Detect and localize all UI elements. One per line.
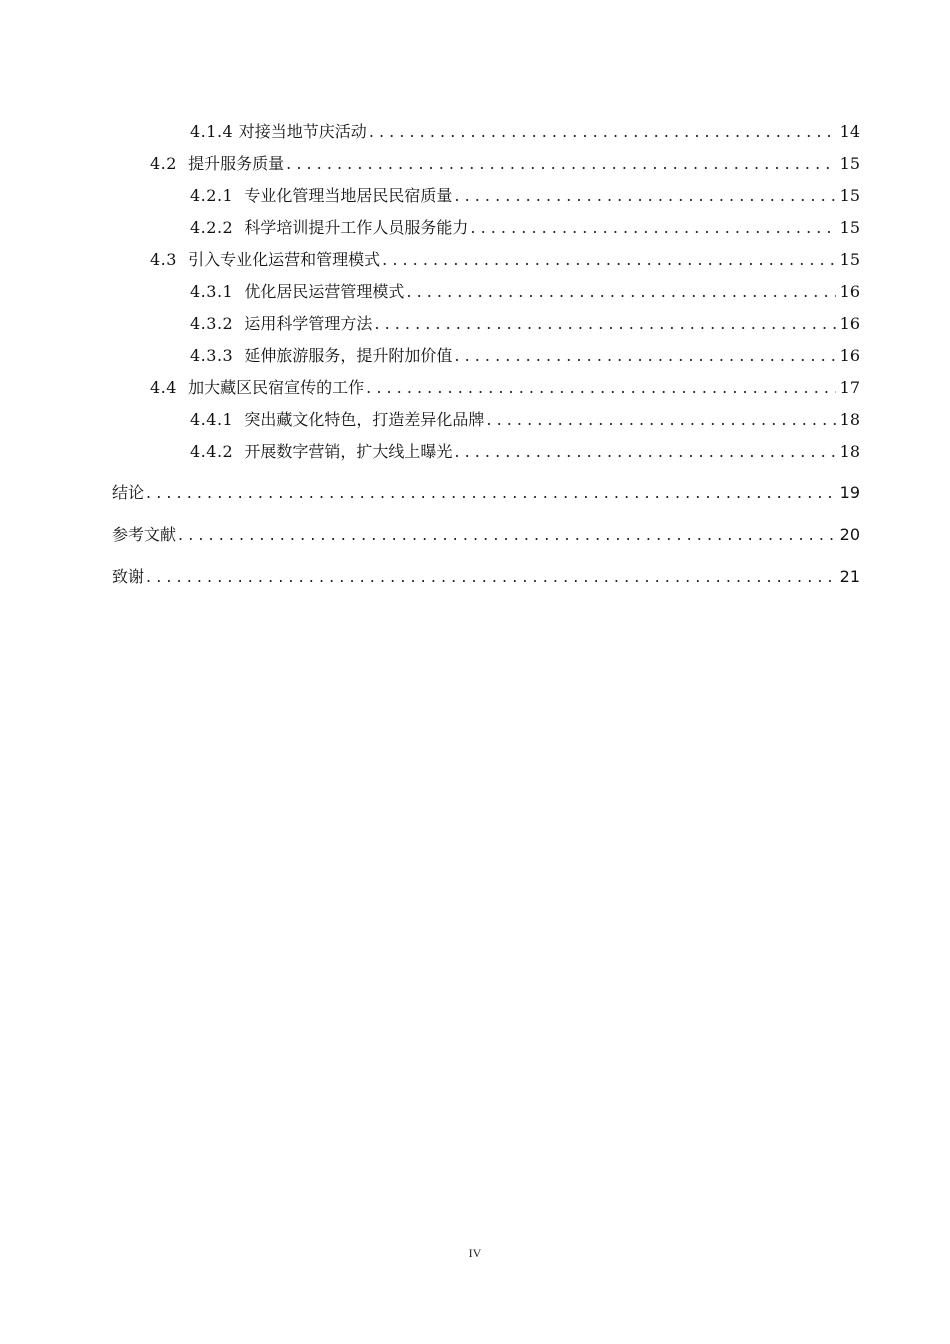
toc-entry-page: 14: [839, 122, 860, 141]
toc-entry-4-3[interactable]: [150, 247, 860, 273]
toc-entry-number: 4.3.2: [190, 314, 245, 333]
toc-entry-page: 16: [839, 346, 860, 365]
toc-entry-acknowledgements[interactable]: [112, 564, 860, 590]
toc-entry-number: 4.1.4: [190, 122, 239, 141]
toc-entry-4-3-3[interactable]: [190, 343, 860, 369]
dot-leader: [369, 119, 836, 145]
dot-leader: [454, 183, 836, 209]
toc-entry-page: 15: [839, 186, 860, 205]
page-number-footer: IV: [468, 1246, 482, 1260]
toc-entry-4-2[interactable]: [150, 151, 860, 177]
toc-entry-title: 开展数字营销，扩大线上曝光: [244, 442, 453, 461]
toc-entry-number: 4.2: [150, 154, 189, 173]
toc-entry-page: 17: [839, 378, 860, 397]
toc-entry-number: 4.2.1: [190, 186, 245, 205]
toc-entry-page: 16: [839, 314, 860, 333]
toc-entry-number: 4.3: [150, 250, 189, 269]
toc-entry-title: 突出藏文化特色，打造差异化品牌: [244, 410, 485, 429]
toc-entry-number: 4.2.2: [190, 218, 245, 237]
toc-entry-title: 科学培训提升工作人员服务能力: [244, 218, 469, 237]
dot-leader: [366, 375, 836, 401]
toc-entry-title: 运用科学管理方法: [244, 314, 373, 333]
toc-entry-title: 专业化管理当地居民民宿质量: [244, 186, 453, 205]
toc-entry-page: 21: [839, 567, 860, 586]
dot-leader: [178, 522, 836, 548]
toc-entry-title: 引入专业化运营和管理模式: [188, 250, 381, 269]
dot-leader: [406, 279, 836, 305]
toc-entry-number: 4.4: [150, 378, 189, 397]
toc-entry-page: 18: [839, 442, 860, 461]
toc-entry-page: 16: [839, 282, 860, 301]
toc-entry-title: 致谢: [112, 567, 145, 586]
dot-leader: [486, 407, 836, 433]
toc-entry-title: 延伸旅游服务，提升附加价值: [244, 346, 453, 365]
toc-entry-4-4[interactable]: [150, 375, 860, 401]
dot-leader: [374, 311, 836, 337]
toc-entry-number: 4.4.1: [190, 410, 245, 429]
toc-entry-4-2-1[interactable]: [190, 183, 860, 209]
dot-leader: [382, 247, 836, 273]
toc-entry-title: 参考文献: [112, 525, 177, 544]
toc-entry-page: 15: [839, 218, 860, 237]
toc-entry-page: 15: [839, 250, 860, 269]
toc-entry-4-4-2[interactable]: [190, 439, 860, 465]
dot-leader: [286, 151, 836, 177]
toc-entry-page: 19: [839, 483, 860, 502]
toc-entry-title: 结论: [112, 483, 145, 502]
dot-leader: [470, 215, 836, 241]
toc-entry-page: 18: [839, 410, 860, 429]
dot-leader: [454, 439, 836, 465]
toc-entry-number: 4.3.1: [190, 282, 245, 301]
toc-entry-number: 4.3.3: [190, 346, 245, 365]
dot-leader: [146, 564, 836, 590]
toc-entry-title: 提升服务质量: [188, 154, 285, 173]
toc-entry-4-3-1[interactable]: [190, 279, 860, 305]
toc-entry-title: 优化居民运营管理模式: [244, 282, 405, 301]
toc-entry-4-2-2[interactable]: [190, 215, 860, 241]
toc-entry-4-3-2[interactable]: [190, 311, 860, 337]
toc-entry-4-4-1[interactable]: [190, 407, 860, 433]
dot-leader: [146, 480, 836, 506]
toc-entry-number: 4.4.2: [190, 442, 245, 461]
toc-entry-4-1-4[interactable]: [190, 119, 860, 145]
toc-entry-conclusion[interactable]: [112, 480, 860, 506]
toc-entry-title: 对接当地节庆活动: [238, 122, 367, 141]
toc-entry-page: 15: [839, 154, 860, 173]
toc-entry-title: 加大藏区民宿宣传的工作: [188, 378, 365, 397]
dot-leader: [454, 343, 836, 369]
toc-entry-page: 20: [839, 525, 860, 544]
toc-entry-references[interactable]: [112, 522, 860, 548]
